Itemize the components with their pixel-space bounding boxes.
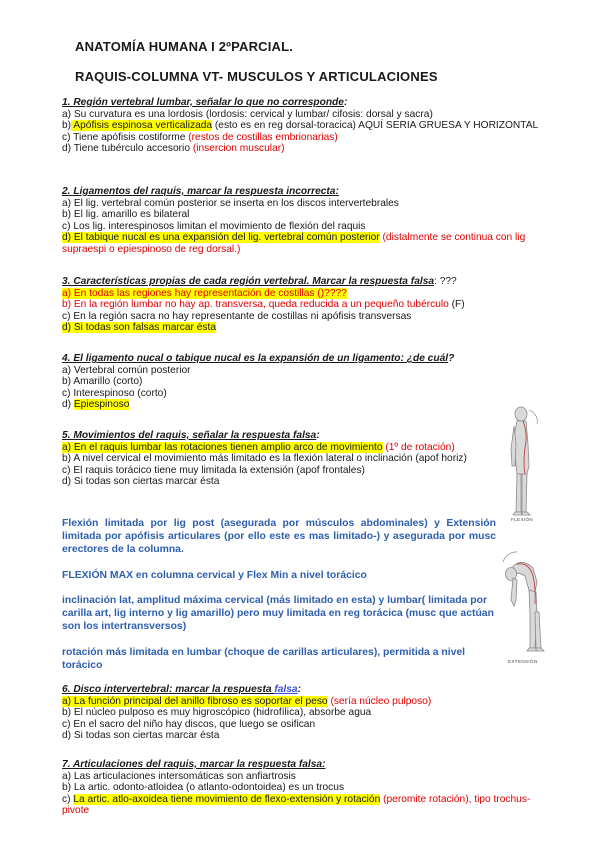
question-3-option-d: d) Si todas son falsas marcar ésta (62, 322, 217, 334)
question-6 (62, 684, 562, 742)
question-7 (62, 759, 554, 817)
document-title: ANATOMÍA HUMANA I 2ºPARCIAL. (75, 39, 294, 54)
extension-caption: EXTENSIÓN (508, 659, 538, 664)
question-5-title: 5. Movimientos del raquis, señalar la respuesta falsa: (62, 430, 320, 441)
note-rotation: rotación más limitada en lumbar (choque de carillas articulares), permitida a nivel torácico (62, 647, 466, 672)
falsa-link: falsa (274, 684, 298, 695)
question-7-option-b: b) La artic. odonto-atloidea (o atlanto-odontoidea) es un trocus (62, 782, 345, 794)
question-1-option-b: b) Apófisis espinosa verticalizada (esto es en reg dorsal-toracica) AQUÍ SERIA GRUESA Y HORIZONTAL (62, 120, 539, 132)
question-4-option-c: c) Interespinoso (corto) (62, 387, 167, 399)
extension-figure (499, 548, 555, 672)
note-flexion-extension: Flexión limitada por lig post (asegurada por músculos abdominales) y Extensión limitada por apófisis articulares (por ello este es mas limitado-) y asegurada por musc erectores de la columna. (62, 518, 496, 556)
question-6-option-c: c) En el sacro del niño hay discos, que luego se osifican (62, 718, 316, 730)
question-2-option-b: b) El lig. amarillo es bilateral (62, 209, 190, 221)
question-7-option-a: a) Las articulaciones intersomáticas son anfiartrosis (62, 770, 296, 782)
question-3-option-c: c) En la región sacra no hay representante de costillas ni apófisis transversas (62, 310, 412, 322)
question-3-title: 3. Características propias de cada región vertebral. Marcar la respuesta falsa: ??? (62, 276, 457, 287)
question-5 (62, 430, 498, 488)
question-5-option-a: a) En el raquis lumbar las rotaciones tienen amplio arco de movimiento (1º de rotación) (62, 441, 455, 453)
question-3 (62, 276, 562, 334)
question-6-title: 6. Disco intervertebral: marcar la respuesta falsa: (62, 684, 301, 695)
question-3-option-a: a) En todas las regiones hay representación de costillas ()???? (62, 287, 347, 299)
question-2-option-d: d) El tabique nucal es una expansión del lig. vertebral común posterior (distalmente se continua con lig supraespi o epiespinoso de reg dorsal.) (62, 232, 526, 255)
question-4 (62, 353, 562, 411)
flexion-illustration (499, 404, 555, 520)
question-4-title: 4. El ligamento nucal o tabique nucal es la expansión de un ligamento: ¿de cuál? (62, 353, 455, 364)
question-2 (62, 186, 554, 256)
question-5-option-d: d) Si todas son ciertas marcar ésta (62, 476, 220, 488)
question-4-option-b: b) Amarillo (corto) (62, 376, 143, 388)
question-6-option-a: a) La función principal del anillo fibroso es soportar el peso (sería núcleo pulposo) (62, 695, 432, 707)
question-5-option-b: b) A nivel cervical el movimiento más limitado es la flexión lateral o inclinación (apof horiz) (62, 453, 467, 465)
flexion-caption: FLEXIÓN (511, 517, 534, 522)
question-4-option-a: a) Vertebral común posterior (62, 364, 191, 376)
question-2-option-c: c) Los lig. interespinosos limitan el movimiento de flexión del raquis (62, 220, 366, 232)
question-4-option-d: d) Epiespinoso (62, 399, 130, 411)
question-3-option-b: b) En la región lumbar no hay ap. transversa, queda reducida a un pequeño tubérculo (F) (62, 299, 465, 311)
question-2-option-a: a) El lig. vertebral común posterior se inserta en los discos intervertebrales (62, 197, 399, 209)
question-5-option-c: c) El raquis torácico tiene muy limitada la extensión (apof frontales) (62, 464, 365, 476)
question-7-option-c: c) La artic. atlo-axoidea tiene movimiento de flexo-extensión y rotación (peromite rotación), tipo trochus-pivote (62, 793, 531, 817)
document-subtitle: RAQUIS-COLUMNA VT- MUSCULOS Y ARTICULACIONES (75, 69, 438, 84)
extension-illustration (499, 548, 555, 662)
question-1-option-d: d) Tiene tubérculo accesorio (insercion muscular) (62, 143, 285, 155)
note-lateral-inclination: inclinación lat, amplitud máxima cervical (más limitado en esta) y lumbar( limitada por carilla art, lig interno y lig amarillo) pero muy limitada en reg torácica (musc que actúan son los intertransversos) (62, 595, 494, 633)
note-flexion-max: FLEXIÓN MAX en columna cervical y Flex Min a nivel torácico (62, 570, 367, 581)
flexion-figure (499, 404, 555, 528)
question-6-option-d: d) Si todas son ciertas marcar ésta (62, 730, 220, 742)
question-6-option-b: b) El núcleo pulposo es muy higroscópico (hidrofílica), absorbe agua (62, 707, 372, 719)
highlight: Apófisis espinosa verticalizada (71, 120, 213, 132)
question-1-option-a: a) Su curvatura es una lordosis (lordosis: cervical y lumbar/ cifosis: dorsal y sacra) (62, 108, 433, 120)
question-2-title: 2. Ligamentos del raquis, marcar la respuesta incorrecta: (62, 186, 339, 197)
question-1-title: 1. Región vertebral lumbar, señalar lo que no corresponde: (62, 97, 348, 108)
question-7-title: 7. Articulaciones del raquis, marcar la respuesta falsa: (62, 759, 326, 770)
question-1 (62, 97, 584, 155)
question-1-option-c: c) Tiene apófisis costiforme (restos de costillas embrionarias) (62, 131, 338, 143)
